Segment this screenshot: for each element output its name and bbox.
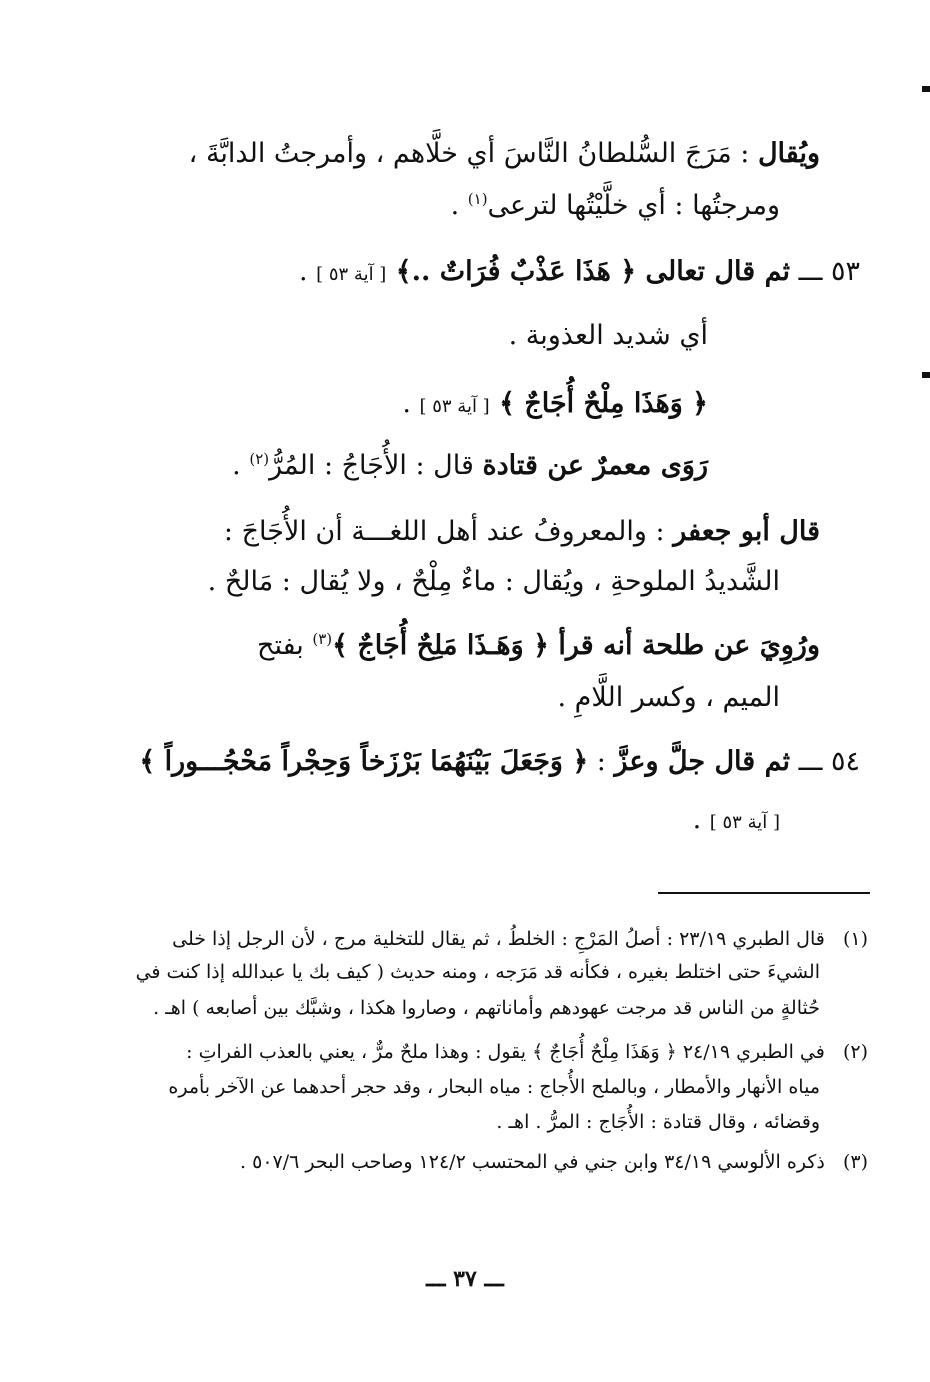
text-line-6	[232, 452, 708, 479]
footnote-2	[186, 1043, 868, 1062]
quran-verse: ﴿ وَهَذَا مِلْحٌ أُجَاجٌ ﴾	[489, 388, 708, 419]
lead-word: رَوَى معمرٌ عن قتادة	[482, 450, 708, 481]
text-line-9	[257, 632, 820, 659]
text-line-10	[557, 684, 780, 711]
footnote-1-cont	[136, 963, 820, 982]
line-text: أي شديد العذوبة .	[508, 320, 708, 351]
ayah-ref: [ آية ٥٣ ]	[419, 396, 490, 417]
footnote-number: (١)	[842, 928, 868, 950]
text-line-4	[509, 322, 708, 349]
lead-word: ثم قال جلَّ وعزَّ	[614, 746, 791, 777]
line-end: .	[232, 450, 250, 481]
ayah-ref: [ آية ٥٣ ]	[316, 264, 387, 285]
margin-mark	[922, 372, 930, 378]
footnote-ref: (٢)	[249, 450, 270, 468]
text-line-7	[224, 518, 820, 545]
text-line-8	[208, 568, 780, 595]
line-end: .	[402, 388, 420, 419]
ayah-ref: [ آية ٥٣ ]	[709, 812, 780, 833]
footnote-text: حُثالةٍ من الناس قد مرجت عهودهم وأماناتهم ، وصاروا هكذا ، وشبَّك بين أصابعه ) اهـ .	[153, 997, 820, 1019]
margin-mark	[922, 86, 930, 92]
line-end: .	[298, 256, 317, 287]
quran-verse: ﴿ هَذَا عَذْبٌ فُرَاتٌ ..﴾	[386, 256, 646, 287]
text-line-1	[189, 140, 820, 167]
quran-verse: ﴿ وَجَعَلَ بَيْنَهُمَا بَرْزَخاً وَحِجْراً مَحْجُـــوراً ﴾	[139, 746, 589, 777]
footnote-separator	[658, 892, 870, 894]
footnote-number: (٣)	[842, 1151, 868, 1173]
footnote-text: مياه الأنهار والأمطار ، وبالملح الأُجاج : مياه البحار ، وقد حجر أحدهما عن الآخر بأمره	[168, 1076, 820, 1098]
lead-word: قال أبو جعفر	[673, 516, 820, 547]
lead-word: ورُوِيَ عن طلحة أنه قرأ	[558, 630, 820, 661]
entry-number: ٥٣ ـــ	[790, 256, 860, 287]
footnote-3	[240, 1153, 868, 1172]
ayah-line-12	[693, 806, 780, 833]
line-text: : والمعروفُ عند أهل اللغـــة أن الأُجَاجَ :	[223, 516, 674, 547]
footnote-number: (٢)	[842, 1041, 868, 1063]
entry-number: ٥٤ ـــ	[790, 746, 860, 777]
page-number: ـــ ٣٧ ـــ	[426, 1266, 504, 1292]
line-text: : مَرَجَ السُّلطانُ النَّاسَ أي خلَّاهم ، وأمرجتُ الدابَّةَ ،	[188, 138, 758, 169]
lead-word: ويُقال	[757, 138, 820, 169]
line-end: .	[692, 804, 710, 835]
line-text: قال : الأُجَاجُ : المُرُّ	[269, 450, 483, 481]
footnote-ref: (١)	[467, 190, 488, 208]
line-text: ومرجتُها : أي خلَّيْتُها لترعى	[487, 190, 780, 221]
footnote-ref: (٣)	[312, 630, 333, 648]
line-text: الشَّديدُ الملوحةِ ، ويُقال : ماءٌ مِلْحٌ ، ولا يُقال : مَالحٌ .	[207, 566, 780, 597]
verse-entry-54	[139, 748, 860, 775]
quran-verse: ﴿ وَهَـذَا مَلِحٌ أُجَاجٌ ﴾	[332, 630, 559, 661]
lead-word: ثم قال تعالى	[645, 256, 791, 287]
footnote-text: في الطبري ٢٤/١٩ ﴿ وَهَذَا مِلْحٌ أُجَاجٌ ﴾ يقول : وهذا ملحٌ مرٌّ ، يعني بالعذب الفراتِ :	[186, 1041, 825, 1063]
footnote-text: وقضائه ، وقال قتادة : الأُجَاج : المرُّ . اهـ .	[496, 1111, 820, 1133]
footnote-text: الشيءَ حتى اختلط بغيره ، فكأنه قد مَرَجه ، ومنه حديث ( كيف بك يا عبدالله إذا كنت في	[135, 961, 820, 983]
line-text: :	[588, 746, 615, 777]
footnote-text: قال الطبري ٢٣/١٩ : أصلُ المَرْجِ : الخلطُ ، ثم يقال للتخلية مرج ، لأن الرجل إذا خلى	[172, 928, 825, 950]
footnote-2-cont	[168, 1078, 820, 1097]
footnote-1-cont	[153, 999, 820, 1018]
line-end: .	[450, 190, 468, 221]
line-text: الميم ، وكسر اللَّامِ .	[557, 682, 780, 713]
footnote-2-cont	[496, 1113, 820, 1132]
line-end: بفتح	[257, 630, 313, 661]
verse-entry-53	[299, 258, 860, 285]
quran-line-5	[402, 390, 708, 417]
footnote-1	[172, 930, 868, 949]
text-line-2	[451, 192, 780, 219]
footnote-text: ذكره الألوسي ٣٤/١٩ وابن جني في المحتسب ١٢٤/٢ وصاحب البحر ٥٠٧/٦ .	[240, 1151, 825, 1173]
